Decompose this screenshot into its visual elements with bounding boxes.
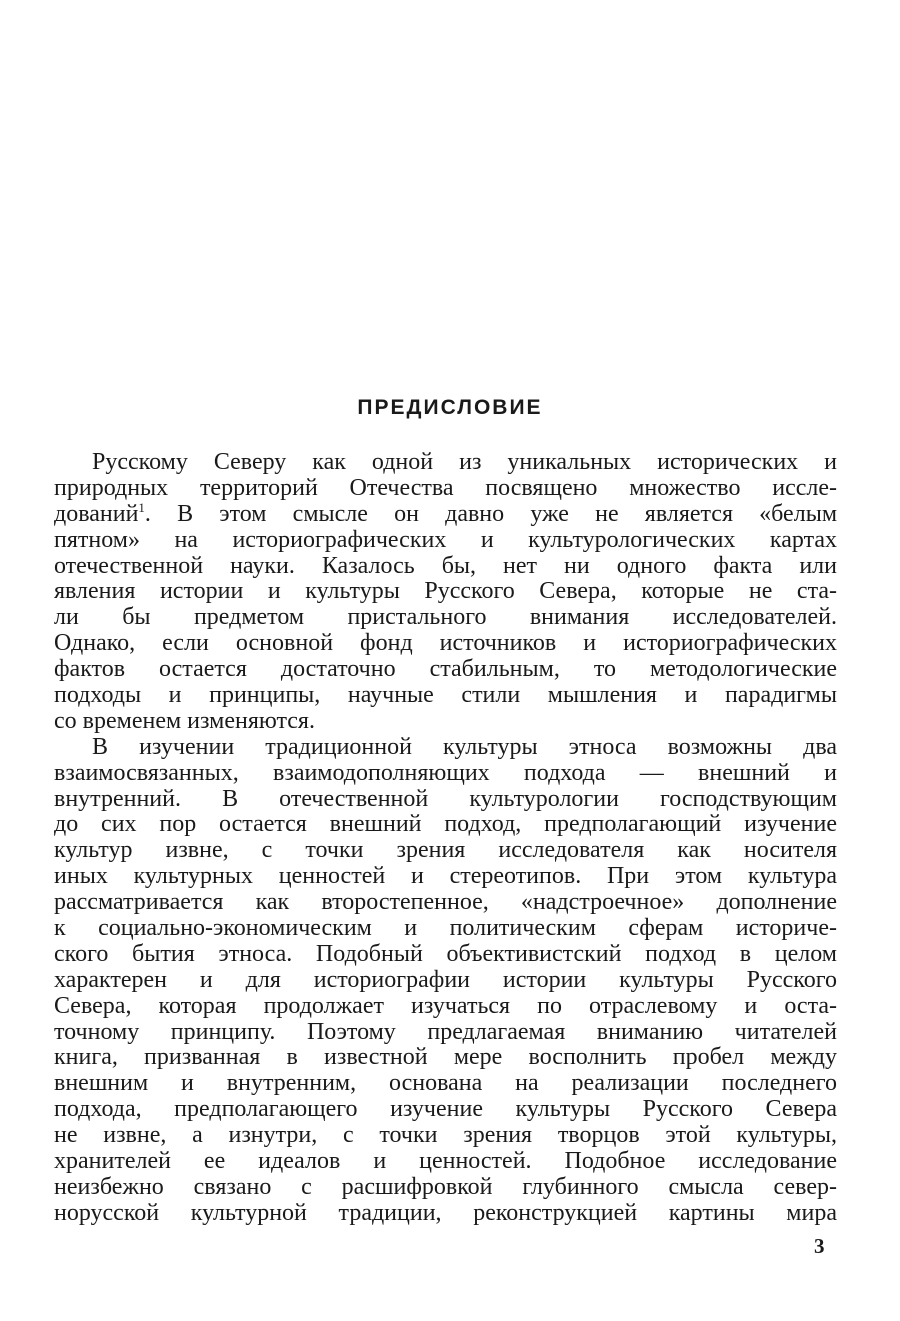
text-line: рассматривается как второстепенное, «надстроечное» дополнение	[54, 889, 837, 916]
text-fragment: дований	[54, 500, 139, 527]
text-line: ли бы предметом пристального внимания исследователей.	[54, 604, 837, 631]
text-line: Севера, которая продолжает изучаться по отраслевому и оста-	[54, 992, 837, 1019]
text-line: фактов остается достаточно стабильным, то методологические	[54, 656, 837, 683]
text-line: к социально-экономическим и политическим сферам историче-	[54, 915, 837, 942]
text-line: со временем изменяются.	[54, 707, 315, 734]
text-line: внутренний. В отечественной культурологии господствующим	[54, 785, 837, 812]
text-line: хранителей ее идеалов и ценностей. Подобное исследование	[54, 1148, 837, 1175]
text-line: характерен и для историографии истории культуры Русского	[54, 966, 837, 993]
text-line: подхода, предполагающего изучение культуры Русского Севера	[54, 1096, 837, 1123]
footnote-reference: 1	[138, 499, 145, 515]
text-line: пятном» на историографических и культурологических картах	[54, 526, 837, 553]
text-line: В изучении традиционной культуры этноса возможны два	[92, 733, 837, 760]
text-line: ского бытия этноса. Подобный объективистский подход в целом	[54, 940, 837, 967]
text-fragment: . В этом смысле он давно уже не является «белым	[144, 500, 837, 527]
text-line: культур извне, с точки зрения исследователя как носителя	[54, 837, 837, 864]
text-line: не извне, а изнутри, с точки зрения творцов этой культуры,	[54, 1122, 837, 1149]
text-line: внешним и внутренним, основана на реализации последнего	[54, 1070, 837, 1097]
body-text	[54, 450, 837, 1227]
text-line: взаимосвязанных, взаимодополняющих подхода — внешний и	[54, 759, 837, 786]
text-line: точному принципу. Поэтому предлагаемая вниманию читателей	[54, 1018, 837, 1045]
text-line: неизбежно связано с расшифровкой глубинного смысла север-	[54, 1173, 837, 1200]
text-line: норусской культурной традиции, реконструкцией картины мира	[54, 1199, 837, 1226]
text-line: явления истории и культуры Русского Севера, которые не ста-	[54, 578, 837, 605]
text-line: подходы и принципы, научные стили мышления и парадигмы	[54, 682, 837, 709]
text-line	[54, 499, 837, 528]
text-line: до сих пор остается внешний подход, предполагающий изучение	[54, 811, 837, 838]
text-line: отечественной науки. Казалось бы, нет ни одного факта или	[54, 552, 837, 579]
text-line: иных культурных ценностей и стереотипов. При этом культура	[54, 863, 837, 890]
text-line: Русскому Северу как одной из уникальных исторических и	[92, 449, 837, 475]
text-line: книга, призванная в известной мере восполнить пробел между	[54, 1044, 837, 1071]
page-number: 3	[814, 1234, 825, 1258]
text-line: природных территорий Отечества посвящено множество иссле-	[54, 474, 837, 501]
page-title: ПРЕДИСЛОВИЕ	[357, 396, 543, 419]
text-line: Однако, если основной фонд источников и историографических	[54, 630, 837, 657]
